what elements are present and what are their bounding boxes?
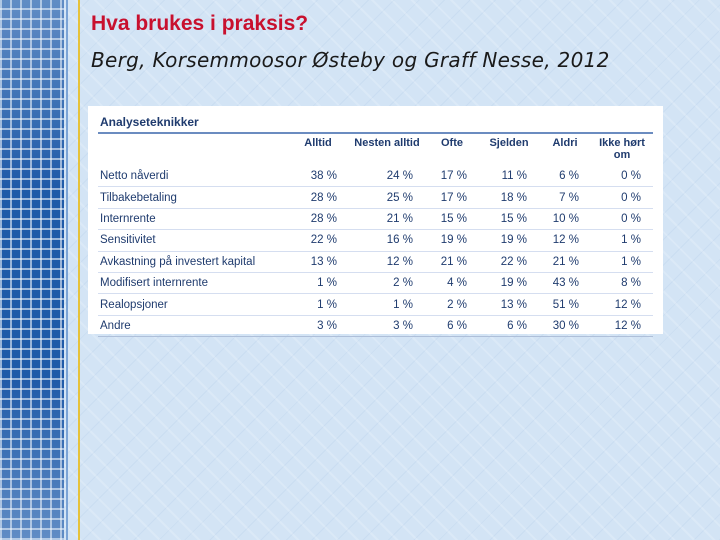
value-cell: 1 %	[591, 251, 653, 272]
row-label: Andre	[100, 319, 131, 332]
value-cell: 0 %	[591, 187, 653, 208]
slide-title: Hva brukes i praksis?	[91, 12, 309, 35]
table-bottom-rule	[98, 336, 653, 337]
value-cell: 25 %	[349, 187, 425, 208]
value-cell: 19 %	[479, 230, 539, 251]
value-cell: 21 %	[349, 208, 425, 229]
header-cell: Ofte	[441, 137, 463, 149]
header-cell: Aldri	[552, 137, 578, 149]
table-row	[98, 315, 653, 336]
table-row	[98, 294, 653, 315]
value-cell: 38 %	[287, 166, 349, 187]
table-heading: Analyseteknikker	[100, 115, 199, 129]
value-cell: 8 %	[591, 272, 653, 293]
value-cell: 2 %	[425, 294, 479, 315]
value-cell: 22 %	[287, 230, 349, 251]
header-cell: Alltid	[304, 137, 332, 149]
decorative-edge-line	[66, 0, 68, 540]
value-cell: 10 %	[539, 208, 591, 229]
value-cell: 2 %	[349, 272, 425, 293]
value-cell: 18 %	[479, 187, 539, 208]
row-label: Avkastning på investert kapital	[98, 251, 287, 272]
decorative-left-strip-fade	[0, 0, 64, 540]
value-cell: 7 %	[539, 187, 591, 208]
value-cell: 17 %	[425, 187, 479, 208]
value-cell: 1 %	[287, 272, 349, 293]
value-cell: 43 %	[539, 272, 591, 293]
header-cell: Ikke hørt om	[599, 137, 645, 161]
table-row	[98, 166, 653, 187]
table-row	[98, 272, 653, 293]
value-cell: 24 %	[349, 166, 425, 187]
value-cell: 3 %	[393, 319, 413, 332]
value-cell: 21 %	[425, 251, 479, 272]
value-cell: 19 %	[479, 272, 539, 293]
value-cell: 21 %	[539, 251, 591, 272]
row-label: Modifisert internrente	[98, 272, 287, 293]
value-cell: 3 %	[317, 319, 337, 332]
row-label: Tilbakebetaling	[98, 187, 287, 208]
value-cell: 1 %	[591, 230, 653, 251]
row-label: Sensitivitet	[98, 230, 287, 251]
value-cell: 28 %	[287, 187, 349, 208]
value-cell: 6 %	[539, 166, 591, 187]
table-row	[98, 208, 653, 229]
table-body	[98, 166, 653, 336]
value-cell: 16 %	[349, 230, 425, 251]
analysis-techniques-table	[98, 134, 653, 336]
value-cell: 13 %	[479, 294, 539, 315]
value-cell: 19 %	[425, 230, 479, 251]
table-row	[98, 251, 653, 272]
value-cell: 1 %	[349, 294, 425, 315]
header-cell: Nesten alltid	[354, 137, 420, 149]
value-cell: 12 %	[614, 319, 641, 332]
slide-subtitle: Berg, Korsemmoosor Østeby og Graff Nesse, 2012	[91, 48, 610, 72]
header-technique	[98, 134, 287, 166]
decorative-accent-line	[78, 0, 80, 540]
table-row	[98, 187, 653, 208]
value-cell: 15 %	[425, 208, 479, 229]
value-cell: 1 %	[287, 294, 349, 315]
table-header-row	[98, 134, 653, 166]
row-label: Realopsjoner	[98, 294, 287, 315]
value-cell: 51 %	[539, 294, 591, 315]
table-image	[88, 106, 663, 334]
value-cell: 0 %	[591, 166, 653, 187]
value-cell: 6 %	[447, 319, 467, 332]
value-cell: 22 %	[479, 251, 539, 272]
row-label: Internrente	[98, 208, 287, 229]
value-cell: 11 %	[479, 166, 539, 187]
row-label: Netto nåverdi	[98, 166, 287, 187]
value-cell: 6 %	[507, 319, 527, 332]
table-container	[98, 115, 653, 337]
value-cell: 13 %	[287, 251, 349, 272]
value-cell: 4 %	[425, 272, 479, 293]
value-cell: 12 %	[349, 251, 425, 272]
value-cell: 0 %	[591, 208, 653, 229]
value-cell: 28 %	[287, 208, 349, 229]
value-cell: 12 %	[539, 230, 591, 251]
value-cell: 17 %	[425, 166, 479, 187]
value-cell: 15 %	[479, 208, 539, 229]
table-row	[98, 230, 653, 251]
value-cell: 30 %	[552, 319, 579, 332]
value-cell: 12 %	[591, 294, 653, 315]
header-cell: Sjelden	[489, 137, 529, 149]
